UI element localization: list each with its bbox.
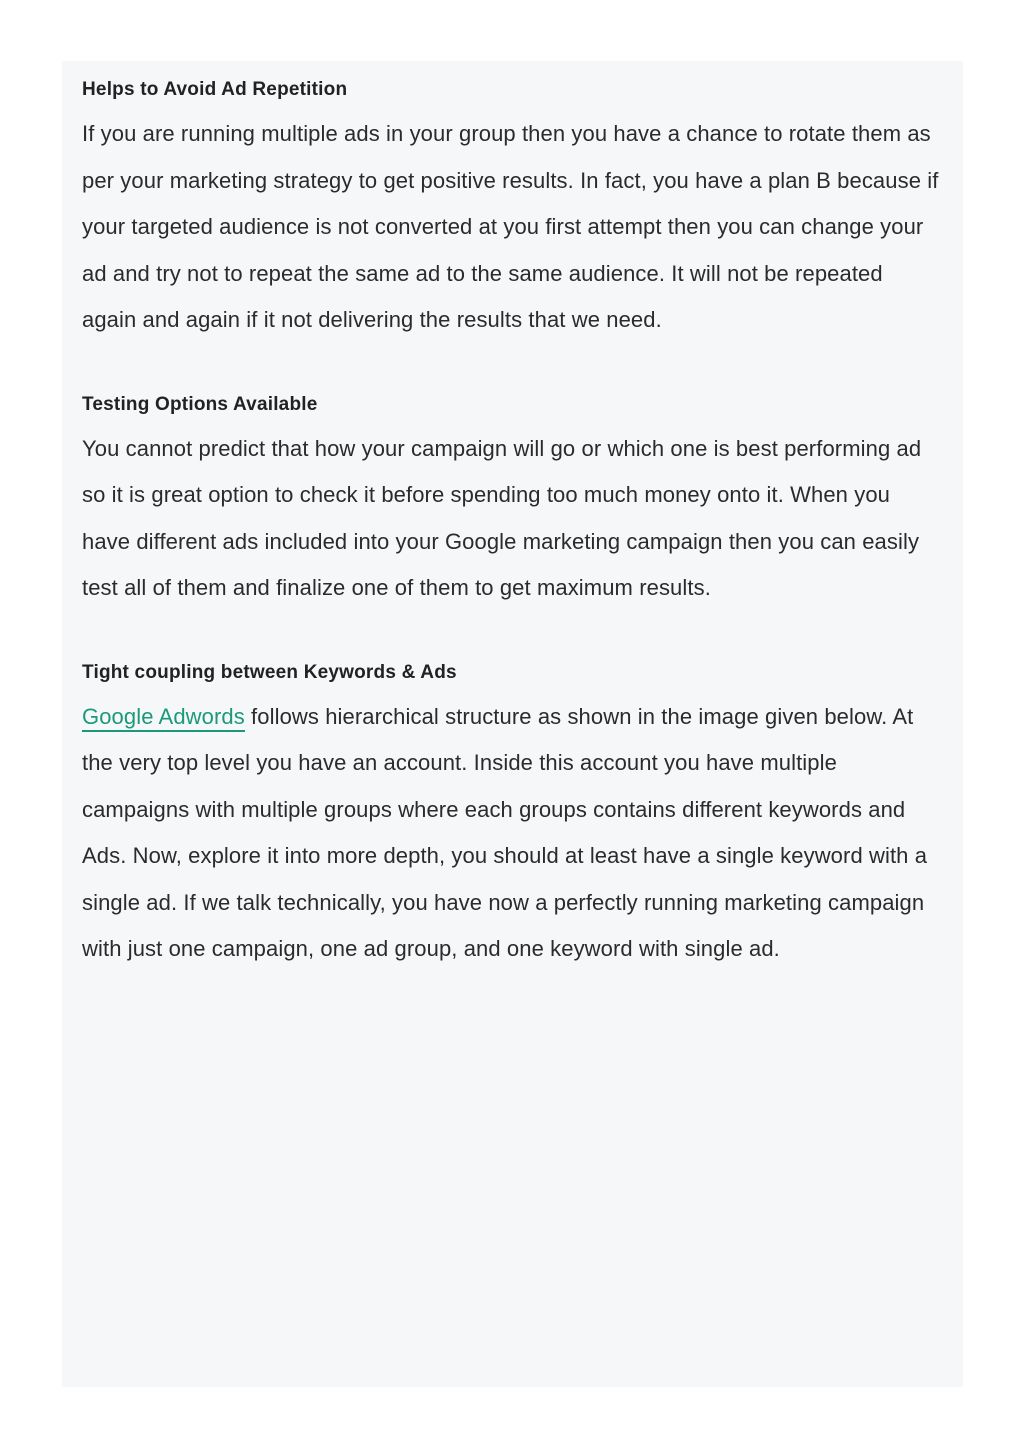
section-heading: Testing Options Available	[82, 393, 318, 415]
content-card	[62, 61, 963, 1387]
section-body: If you are running multiple ads in your group then you have a chance to rotate them as per your marketing strategy to get positive results. In fact, you have a plan B because if your targeted audience is not converted at you first attempt then you can change your ad and try not to repeat the same ad to the same audience. It will not be repeated again and again if it not delivering the results that we need.	[82, 121, 939, 332]
section-avoid-ad-repetition	[82, 77, 943, 344]
google-adwords-link[interactable]: Google Adwords	[82, 704, 245, 732]
section-body-text: follows hierarchical structure as shown in the image given below. At the very top level you have an account. Inside this account you have multiple campaigns with multiple groups where each groups contains different keywords and Ads. Now, explore it into more depth, you should at least have a single keyword with a single ad. If we talk technically, you have now a perfectly running marketing campaign with just one campaign, one ad group, and one keyword with single ad.	[82, 703, 928, 961]
section-testing-options	[82, 392, 943, 612]
section-body: You cannot predict that how your campaign will go or which one is best performing ad so it is great option to check it before spending too much money onto it. When you have different ads included into your Google marketing campaign then you can easily test all of them and finalize one of them to get maximum results.	[82, 435, 922, 600]
section-heading: Tight coupling between Keywords & Ads	[82, 661, 457, 683]
section-body	[82, 694, 943, 973]
section-tight-coupling	[82, 660, 943, 973]
section-heading: Helps to Avoid Ad Repetition	[82, 79, 348, 100]
